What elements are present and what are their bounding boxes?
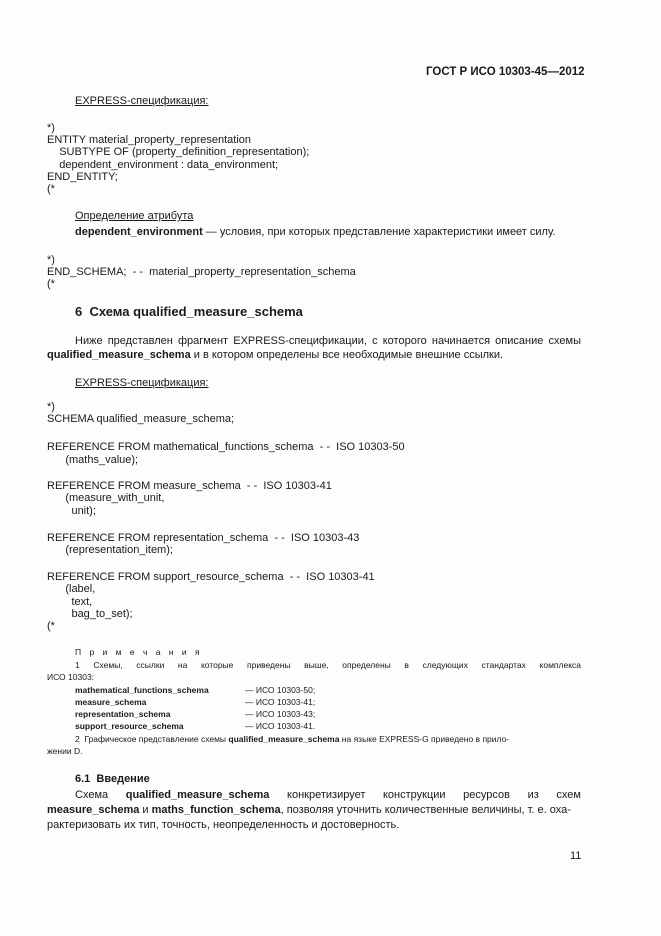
code-line: *) xyxy=(47,122,55,134)
section-6-1-line-1 xyxy=(75,789,581,802)
note-schema-ref: — ИСО 10303-50; xyxy=(245,685,316,695)
note-schema-name: measure_schema xyxy=(75,697,147,707)
code-line: *) xyxy=(47,401,55,413)
code-line: *) xyxy=(47,254,55,266)
document-header: ГОСТ Р ИСО 10303-45—2012 xyxy=(426,66,585,78)
code-line: text, xyxy=(47,596,93,608)
paragraph-word: Схема xyxy=(75,789,109,801)
schema-name: qualified_measure_schema xyxy=(47,349,191,361)
note-1-line-2: ИСО 10303: xyxy=(47,672,95,682)
attribute-heading: Определение атрибута xyxy=(75,210,194,222)
code-line: (* xyxy=(47,278,55,290)
schema-name: maths_function_schema xyxy=(151,804,281,816)
code-line: dependent_environment : data_environment; xyxy=(47,159,279,171)
paragraph-text: и xyxy=(139,804,152,816)
code-line: REFERENCE FROM representation_schema - - ISO 10303-43 xyxy=(47,532,360,544)
code-line: (representation_item); xyxy=(47,544,173,556)
paragraph-word: ресурсов xyxy=(463,789,510,801)
note-2-text: 2 Графическое представление схемы xyxy=(75,734,229,744)
notes-title: П р и м е ч а н и я xyxy=(75,647,203,657)
code-line: END_SCHEMA; - - material_property_representation_schema xyxy=(47,266,356,278)
note-schema-ref: — ИСО 10303-41; xyxy=(245,697,316,707)
section-6-paragraph-line-1: Ниже представлен фрагмент EXPRESS-спецификации, с которого начинается описание схемы xyxy=(75,335,581,347)
section-6-paragraph-line-2 xyxy=(47,349,503,362)
code-line: unit); xyxy=(47,505,96,517)
paragraph-word: конкретизирует xyxy=(287,789,366,801)
paragraph-text: и в котором определены все необходимые внешние ссылки. xyxy=(190,349,504,361)
paragraph-word: схем xyxy=(556,789,581,801)
paragraph-word: из xyxy=(527,789,539,801)
section-6-1-line-2 xyxy=(47,804,571,817)
code-line: REFERENCE FROM support_resource_schema - - ISO 10303-41 xyxy=(47,571,375,583)
note-schema-ref: — ИСО 10303-41. xyxy=(245,721,316,731)
note-schema-name: mathematical_functions_schema xyxy=(75,685,209,695)
code-line: SUBTYPE OF (property_definition_representation); xyxy=(47,146,310,158)
note-2-line-2: жении D. xyxy=(47,746,83,756)
section-6-title: 6 Схема qualified_measure_schema xyxy=(75,304,303,319)
attribute-definition xyxy=(75,226,555,239)
paragraph-word: конструкции xyxy=(382,789,446,801)
section-6-1-title: 6.1 Введение xyxy=(75,773,150,785)
note-2-line-1 xyxy=(75,734,509,745)
code-line: (maths_value); xyxy=(47,454,139,466)
attribute-description: — условия, при которых представление характеристики имеет силу. xyxy=(202,226,556,238)
paragraph-text: , позволяя уточнить количественные величины, т. е. оха- xyxy=(280,804,571,816)
note-schema-name: representation_schema xyxy=(75,709,171,719)
code-line: REFERENCE FROM measure_schema - - ISO 10303-41 xyxy=(47,480,332,492)
section-6-1-line-3: рактеризовать их тип, точность, неопределенность и достоверность. xyxy=(47,819,400,831)
attribute-name: dependent_environment xyxy=(75,226,203,238)
express-label: EXPRESS-спецификация: xyxy=(75,95,209,107)
code-line: SCHEMA qualified_measure_schema; xyxy=(47,413,235,425)
code-line: (label, xyxy=(47,583,96,595)
code-line: (* xyxy=(47,183,55,195)
schema-name: qualified_measure_schema xyxy=(125,789,270,801)
code-line: ENTITY material_property_representation xyxy=(47,134,252,146)
schema-name: qualified_measure_schema xyxy=(228,734,340,744)
note-schema-name: support_resource_schema xyxy=(75,721,184,731)
code-line: (* xyxy=(47,620,55,632)
code-line: END_ENTITY; xyxy=(47,171,118,183)
note-1-line-1: 1 Схемы, ссылки на которые приведены выше, определены в следующих стандартах комплекса xyxy=(75,660,581,670)
express-label: EXPRESS-спецификация: xyxy=(75,377,209,389)
page-number: 11 xyxy=(570,850,582,862)
code-line: REFERENCE FROM mathematical_functions_schema - - ISO 10303-50 xyxy=(47,441,405,453)
schema-name: measure_schema xyxy=(47,804,140,816)
code-line: (measure_with_unit, xyxy=(47,492,165,504)
note-2-text: на языке EXPRESS-G приведено в прило- xyxy=(339,734,510,744)
note-schema-ref: — ИСО 10303-43; xyxy=(245,709,316,719)
code-line: bag_to_set); xyxy=(47,608,133,620)
